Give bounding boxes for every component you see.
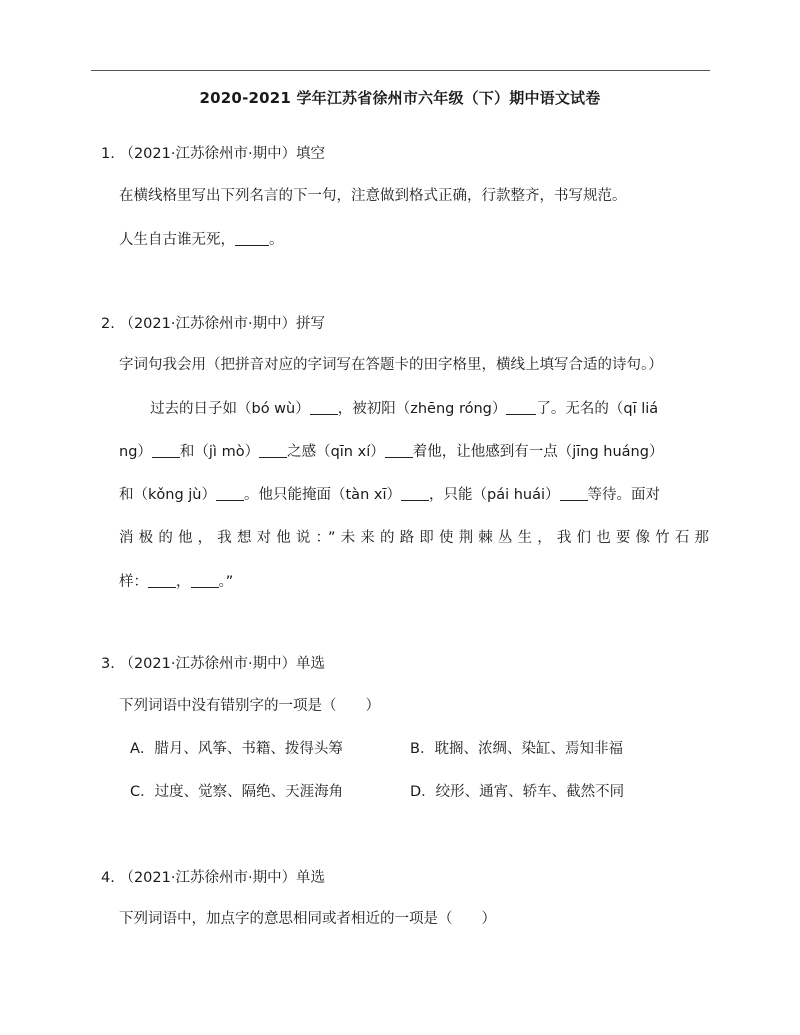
answer-blank[interactable] <box>259 443 287 458</box>
passage-text: 着他，让他感到有一点（jīng huáng） <box>412 444 664 460</box>
q1-prompt-end: 。 <box>269 232 284 248</box>
q4-stem: 下列词语中，加点字的意思相同或者相近的一项是（ ） <box>119 911 496 927</box>
q1-prompt <box>119 228 284 249</box>
q1-heading: 1. （2021·江苏徐州市·期中）填空 <box>101 146 326 162</box>
q3-option-b[interactable]: B．耽搁、浓绸、染缸、焉知非福 <box>410 741 623 757</box>
passage-text: ng） <box>119 444 152 460</box>
q3-stem: 下列词语中没有错别字的一项是（ ） <box>119 698 380 714</box>
q1-instruction: 在横线格里写出下列名言的下一句，注意做到格式正确，行款整齐，书写规范。 <box>119 188 627 204</box>
answer-blank[interactable] <box>560 486 588 501</box>
q2-passage-line-4: 消极的他，我想对他说：”未来的路即使荆棘丛生，我们也要像竹石那 <box>119 530 709 546</box>
q4-heading: 4. （2021·江苏徐州市·期中）单选 <box>101 870 326 886</box>
answer-blank[interactable] <box>191 573 219 588</box>
passage-text: 样： <box>119 574 148 590</box>
passage-text: 了。无名的（qī liá <box>536 401 659 417</box>
passage-text: 和（jì mò） <box>179 444 260 460</box>
passage-text: 和（kǒng jù） <box>119 487 216 503</box>
passage-text: ，被初阳（zhēng róng） <box>337 401 507 417</box>
answer-blank[interactable] <box>506 400 536 415</box>
q3-option-a[interactable]: A．腊月、风筝、书籍、拨得头筹 <box>130 741 343 757</box>
q2-passage-line-5 <box>119 570 233 591</box>
q2-passage-line-3 <box>119 483 660 504</box>
q2-instruction: 字词句我会用（把拼音对应的字词写在答题卡的田字格里，横线上填写合适的诗句。） <box>119 357 663 373</box>
header-rule <box>91 70 710 71</box>
passage-text: 。他只能掩面（tàn xī） <box>244 487 401 503</box>
answer-blank[interactable] <box>235 231 269 246</box>
passage-text: 等待。面对 <box>587 487 661 503</box>
answer-blank[interactable] <box>216 486 244 501</box>
passage-text: 。” <box>218 574 234 590</box>
passage-text: ， <box>176 574 191 590</box>
answer-blank[interactable] <box>401 486 429 501</box>
q1-prompt-text: 人生自古谁无死， <box>119 232 235 248</box>
q3-option-c[interactable]: C．过度、觉察、隔绝、天涯海角 <box>130 784 344 800</box>
q2-passage-line-2 <box>119 440 663 461</box>
q3-heading: 3. （2021·江苏徐州市·期中）单选 <box>101 656 326 672</box>
passage-text: 之感（qīn xí） <box>287 444 385 460</box>
answer-blank[interactable] <box>310 400 338 415</box>
answer-blank[interactable] <box>385 443 413 458</box>
answer-blank[interactable] <box>152 443 180 458</box>
answer-blank[interactable] <box>148 573 176 588</box>
passage-text: ，只能（pái huái） <box>428 487 560 503</box>
q2-passage-line-1 <box>150 397 658 418</box>
passage-text: 过去的日子如（bó wù） <box>150 401 310 417</box>
q2-heading: 2. （2021·江苏徐州市·期中）拼写 <box>101 316 326 332</box>
q3-option-d[interactable]: D．绞形、通宵、轿车、截然不同 <box>410 784 625 800</box>
page-title: 2020-2021 学年江苏省徐州市六年级（下）期中语文试卷 <box>199 89 601 107</box>
